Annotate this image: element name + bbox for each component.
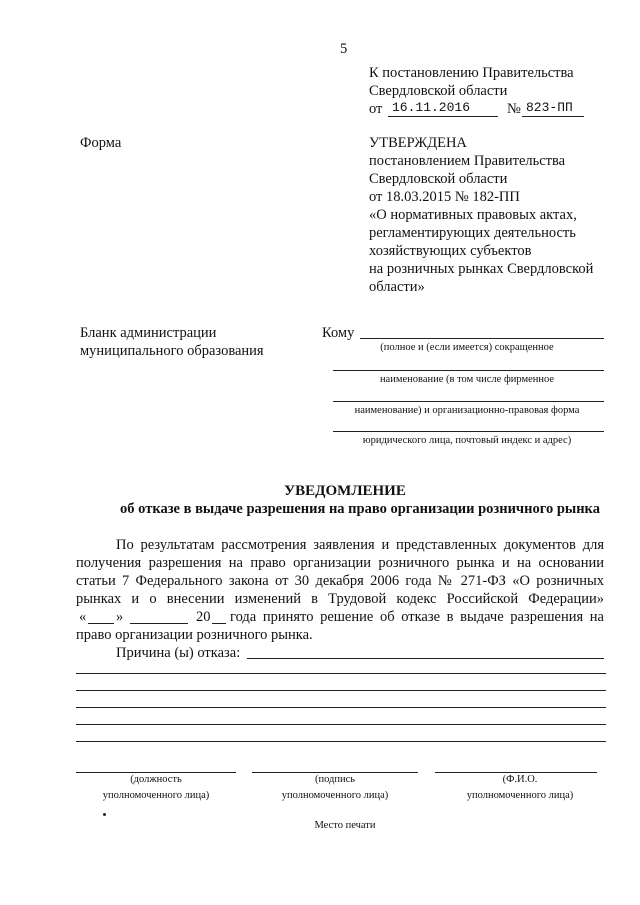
position-caption-2: уполномоченного лица) — [102, 790, 210, 801]
quote-open: « — [79, 609, 87, 625]
approval-line-8: области» — [369, 279, 425, 295]
recipient-line-2[interactable] — [333, 370, 604, 371]
recipient-line-1[interactable] — [360, 338, 604, 339]
dot-mark — [103, 813, 106, 816]
reason-line-1[interactable] — [247, 658, 604, 659]
day-blank[interactable] — [88, 623, 114, 624]
signature-caption-1: (подпись — [314, 774, 356, 785]
body-line-5: года принято решение об отказе в выдаче разрешения на — [230, 609, 604, 625]
appendix-from-label: от — [369, 101, 383, 117]
recipient-hint-3: наименование) и организационно-правовая форма — [354, 405, 580, 416]
recipient-label: Кому — [322, 325, 355, 341]
date-underline — [388, 116, 498, 117]
appendix-line-2: Свердловской области — [369, 83, 508, 99]
signature-caption-2: уполномоченного лица) — [281, 790, 389, 801]
appendix-number: 823-ПП — [526, 100, 573, 115]
reason-line-5[interactable] — [76, 724, 606, 725]
name-caption-1: (Ф.И.О. — [502, 774, 538, 785]
approval-line-1: постановлением Правительства — [369, 153, 566, 169]
reason-line-2[interactable] — [76, 673, 606, 674]
quote-close: » — [116, 609, 124, 625]
recipient-line-4[interactable] — [333, 431, 604, 432]
name-caption-2: уполномоченного лица) — [466, 790, 574, 801]
recipient-hint-2: наименование (в том числе фирменное — [379, 374, 555, 385]
body-line-4: рынках и о внесении изменений в Трудовой кодекс Российской Федерации» — [76, 591, 604, 607]
appendix-line-1: К постановлению Правительства — [369, 65, 574, 81]
year-prefix: 20 — [196, 609, 211, 625]
form-label: Форма — [80, 135, 122, 151]
month-blank[interactable] — [130, 623, 188, 624]
appendix-number-label: № — [507, 101, 521, 117]
body-line-2: получения разрешения на право организации розничного рынка и на основании — [76, 555, 604, 571]
year-blank[interactable] — [212, 623, 226, 624]
letterhead-line-2: муниципального образования — [80, 343, 264, 359]
recipient-line-3[interactable] — [333, 401, 604, 402]
approval-line-3: от 18.03.2015 № 182-ПП — [369, 189, 520, 205]
approval-line-4: «О нормативных правовых актах, — [369, 207, 577, 223]
notice-subtitle: об отказе в выдаче разрешения на право организации розничного рынка — [120, 501, 600, 517]
approval-line-2: Свердловской области — [369, 171, 508, 187]
body-line-3: статьи 7 Федерального закона от 30 декабря 2006 года № 271-ФЗ «О розничных — [76, 573, 604, 589]
approval-line-5: регламентирующих деятельность — [369, 225, 576, 241]
recipient-hint-1: (полное и (если имеется) сокращенное — [380, 342, 554, 353]
body-line-1: По результатам рассмотрения заявления и представленных документов для — [116, 537, 604, 553]
body-line-6: право организации розничного рынка. — [76, 627, 313, 643]
approval-title: УТВЕРЖДЕНА — [369, 135, 467, 151]
approval-line-7: на розничных рынках Свердловской — [369, 261, 594, 277]
reason-line-4[interactable] — [76, 707, 606, 708]
page-number: 5 — [340, 41, 348, 57]
notice-title: УВЕДОМЛЕНИЕ — [284, 483, 406, 499]
reason-label: Причина (ы) отказа: — [116, 645, 241, 661]
approval-line-6: хозяйствующих субъектов — [369, 243, 532, 259]
letterhead-line-1: Бланк администрации — [80, 325, 217, 341]
stamp-place: Место печати — [314, 820, 376, 831]
recipient-hint-4: юридического лица, почтовый индекс и адрес) — [362, 435, 572, 446]
appendix-date: 16.11.2016 — [392, 100, 471, 115]
position-caption-1: (должность — [130, 774, 182, 785]
number-underline — [522, 116, 584, 117]
reason-line-3[interactable] — [76, 690, 606, 691]
reason-line-6[interactable] — [76, 741, 606, 742]
